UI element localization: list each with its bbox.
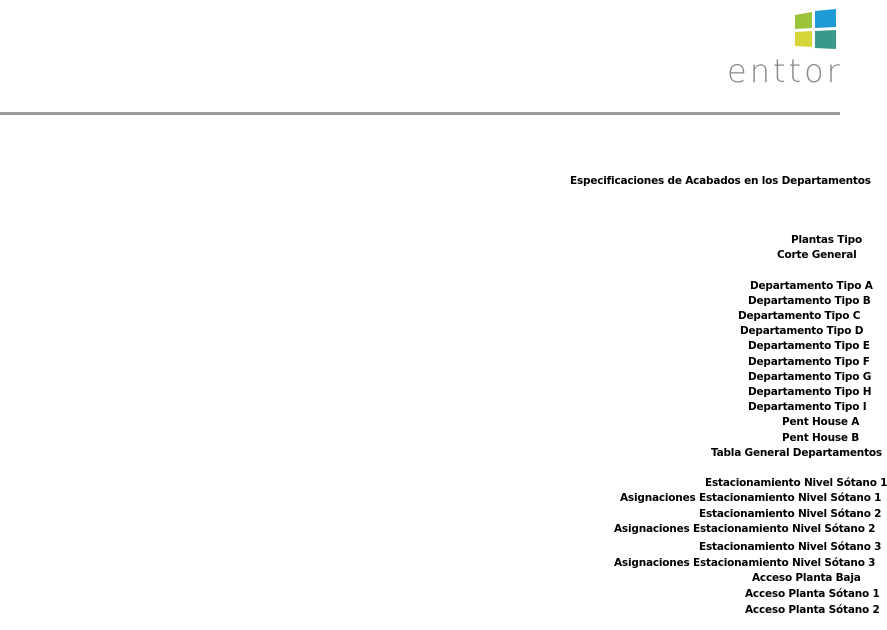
index-item: Acceso Planta Sótano 2 (745, 604, 880, 616)
index-item: Departamento Tipo A (750, 280, 873, 292)
index-item: Acceso Planta Baja (752, 572, 861, 584)
index-item: Pent House B (782, 432, 860, 444)
index-item: Departamento Tipo D (740, 325, 864, 337)
index-item: Acceso Planta Sótano 1 (745, 588, 880, 600)
page-header (0, 0, 843, 112)
index-item: Tabla General Departamentos (711, 447, 882, 459)
index-item: Departamento Tipo I (748, 401, 867, 413)
index-item: Asignaciones Estacionamiento Nivel Sótano 3 (614, 557, 876, 569)
index-item: Estacionamiento Nivel Sótano 1 (705, 477, 887, 489)
index-item: Asignaciones Estacionamiento Nivel Sótano 1 (620, 492, 882, 504)
index-item: Departamento Tipo H (748, 386, 872, 398)
index-item: Departamento Tipo F (748, 356, 870, 368)
index-item: Estacionamiento Nivel Sótano 3 (699, 541, 882, 553)
window-logo-icon (792, 9, 840, 49)
index-item: Departamento Tipo B (748, 295, 871, 307)
header-divider (0, 112, 840, 115)
index-item: Asignaciones Estacionamiento Nivel Sótano 2 (614, 523, 876, 535)
index-item: Plantas Tipo (791, 234, 862, 246)
index-item: Pent House A (782, 416, 860, 428)
index-item: Corte General (777, 249, 857, 261)
index-item: Estacionamiento Nivel Sótano 2 (699, 508, 882, 520)
index-title: Especificaciones de Acabados en los Departamentos (570, 175, 871, 187)
brand-name: enttor (727, 52, 843, 90)
index-item: Departamento Tipo G (748, 371, 872, 383)
index-item: Departamento Tipo C (738, 310, 861, 322)
index-item: Departamento Tipo E (748, 340, 870, 352)
